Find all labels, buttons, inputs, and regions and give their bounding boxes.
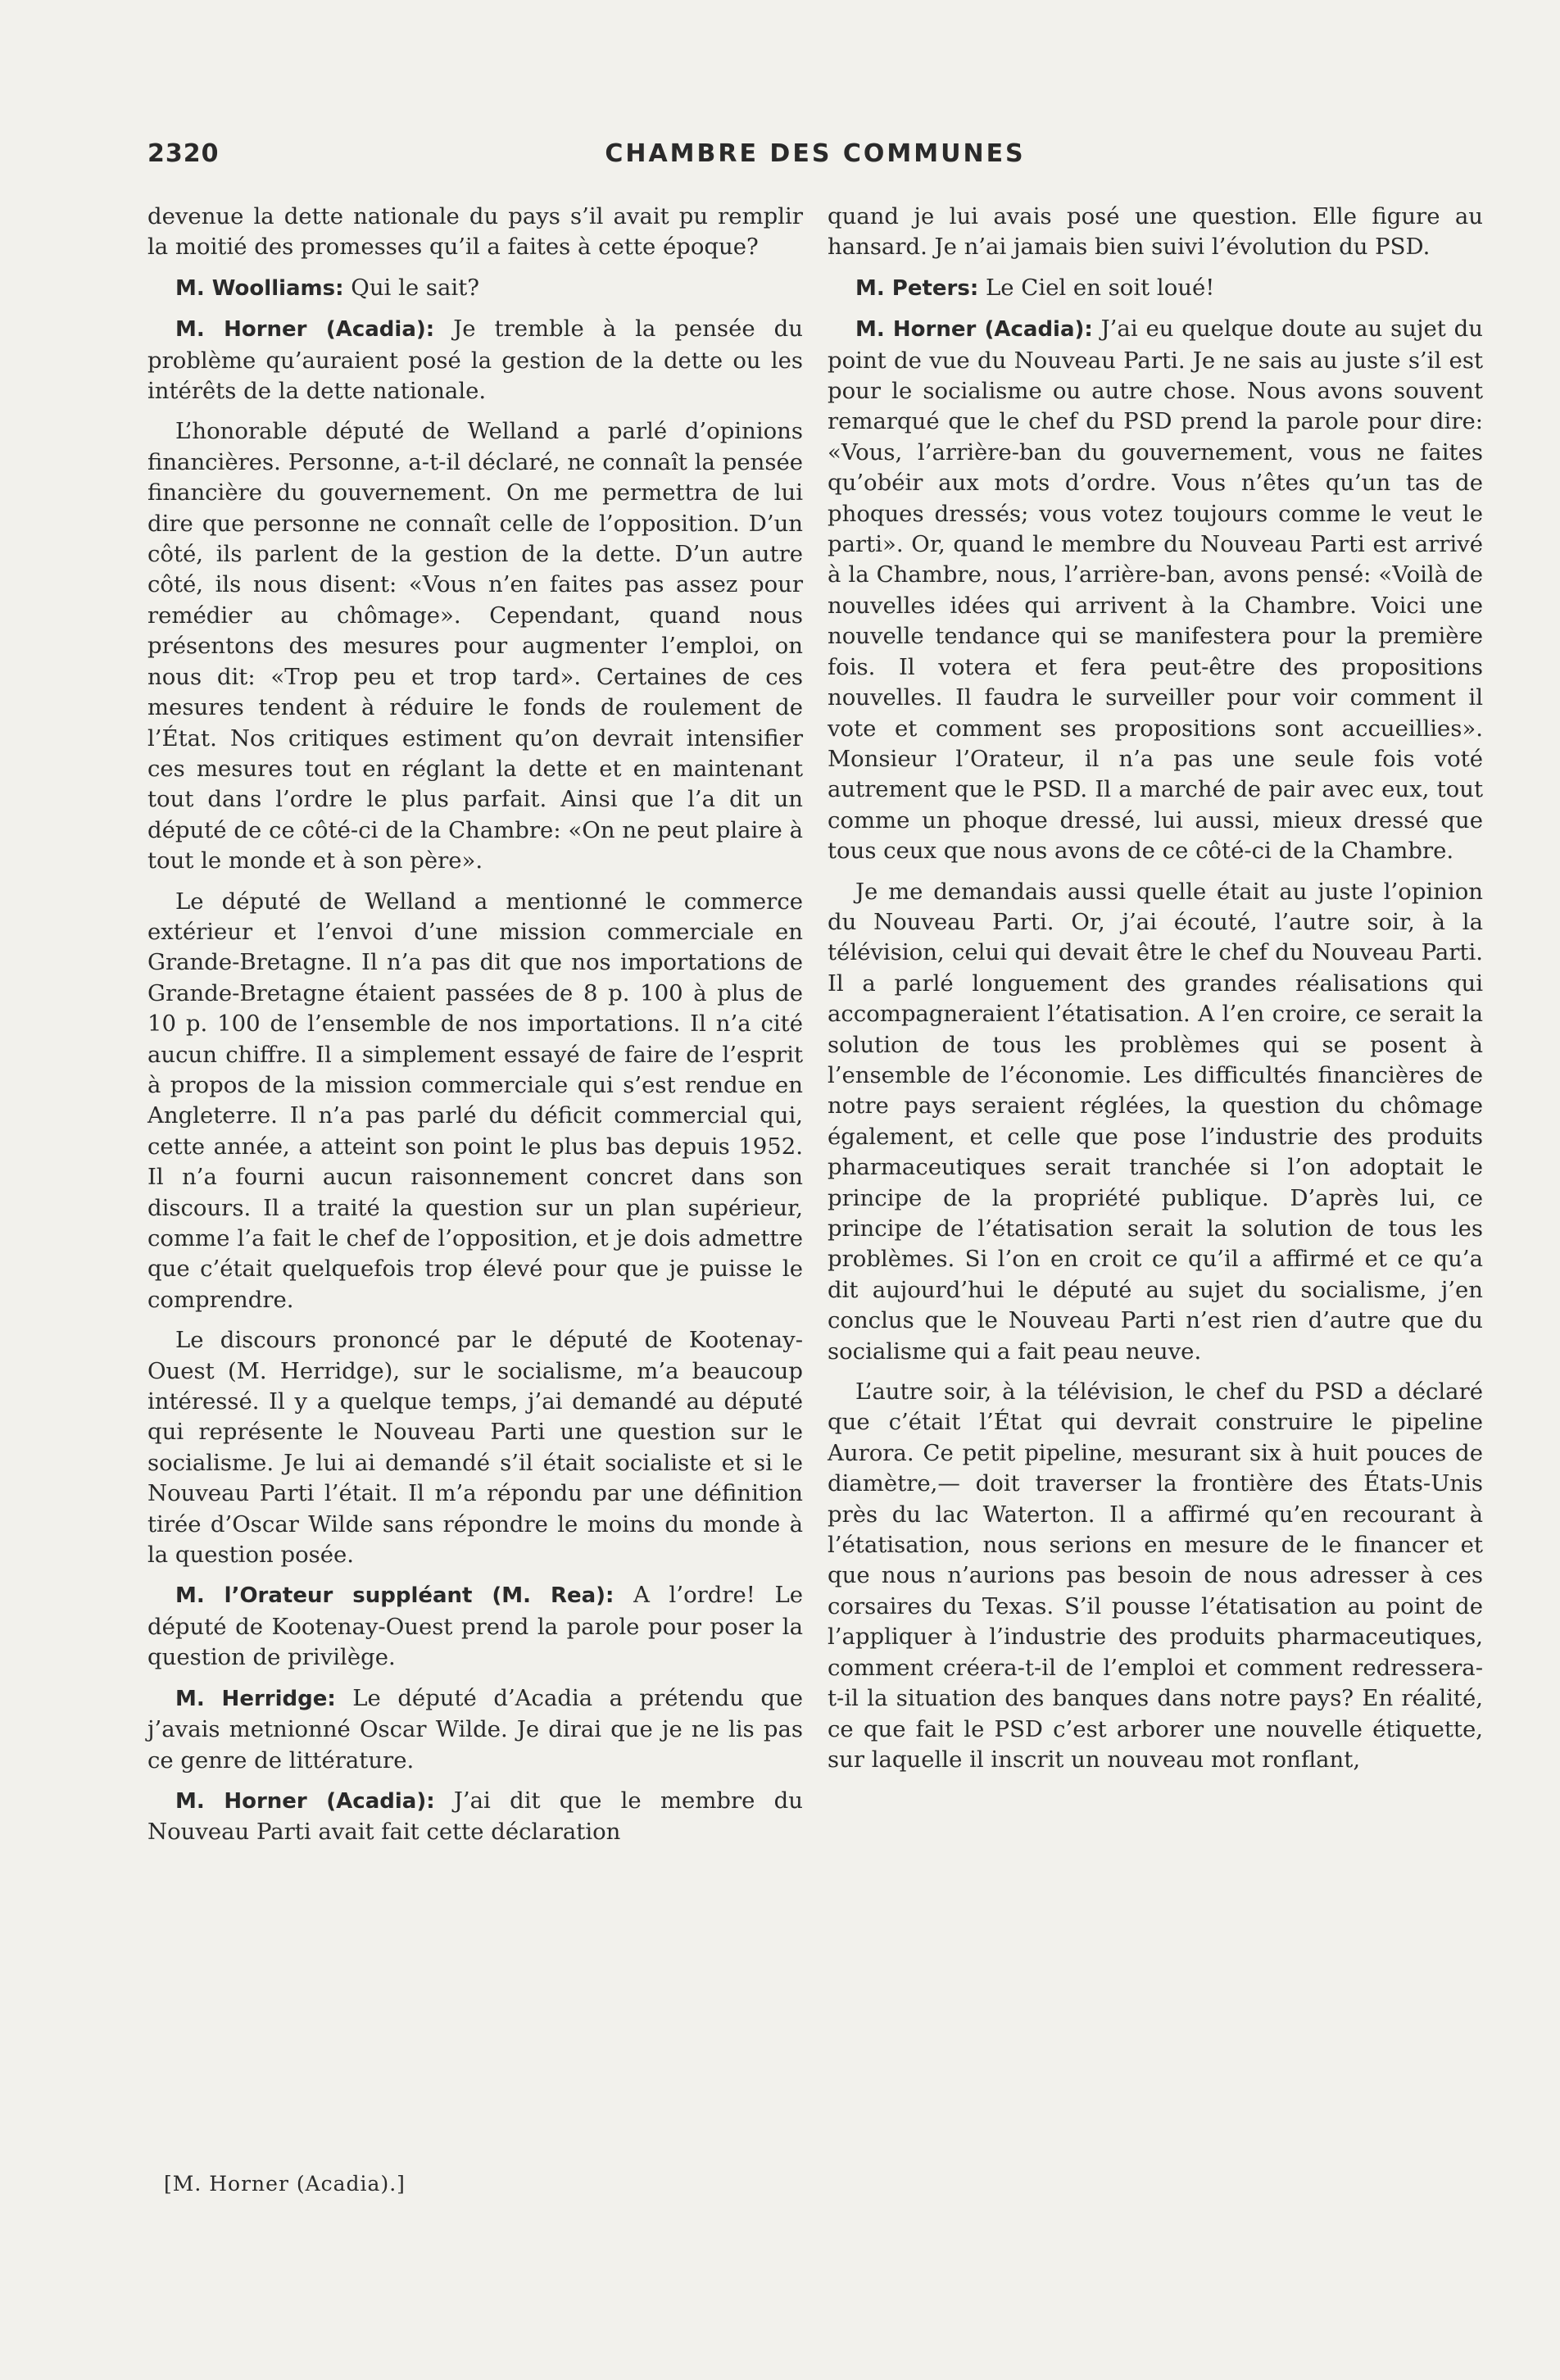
speaker-name: M. Herridge:	[175, 1686, 336, 1711]
paragraph-text: Je me demandais aussi quelle était au juste l’opinion du Nouveau Parti. Or, j’ai écouté, l’autre soir, à la télévision, celui qui devait être le chef du Nouveau Parti. Il a parlé longuement des grandes réalisations qui accompagneraient l’étatisation. A l’en croire, ce serait la solution de tous les problèmes qui se posent à l’ensemble de l’économie. Les difficultés financières de notre pays seraient réglées, la question du chômage également, et celle que pose l’industrie des produits pharmaceutiques serait tranchée si l’on adoptait le principe de la propriété publique. D’après lui, ce principe de l’étatisation serait la solution de tous les problèmes. Si l’on en croit ce qu’il a affirmé et ce qu’a dit aujourd’hui le député au sujet du socialisme, j’en conclus que le Nouveau Parti n’est rien d’autre que du socialisme qui a fait peau neuve.	[828, 878, 1483, 1365]
paragraph-text: Le discours prononcé par le député de Kootenay-Ouest (M. Herridge), sur le socialisme, m’a beaucoup intéressé. Il y a quelque temps, j’ai demandé au député qui représente le Nouveau Parti une question sur le socialisme. Je lui ai demandé s’il était socialiste et si le Nouveau Parti l’était. Il m’a répondu par une définition tirée d’Oscar Wilde sans répondre le moins du monde à la question posée.	[147, 1327, 803, 1569]
left-column	[147, 202, 803, 1858]
paragraph-text: L’autre soir, à la télévision, le chef du PSD a déclaré que c’était l’État qui devrait construire le pipeline Aurora. Ce petit pipeline, mesurant six à huit pouces de diamètre,— doit traverser la frontière des États-Unis près du lac Waterton. Il a affirmé qu’en recourant à l’étatisation, nous serions en mesure de le financer et que nous n’aurions pas besoin de nous adresser à ces corsaires du Texas. S’il pousse l’étatisation au point de l’appliquer à l’industrie des produits pharmaceutiques, comment créera-t-il de l’emploi et comment redressera-t-il la situation des banques dans notre pays? En réalité, ce que fait le PSD c’est arborer une nouvelle étiquette, sur laquelle il inscrit un nouveau mot ronflant,	[828, 1378, 1483, 1773]
paragraph-text: J’ai eu quelque doute au sujet du point de vue du Nouveau Parti. Je ne sais au juste s’il est pour le socialisme ou autre chose. Nous avons souvent remarqué que le chef du PSD prend la parole pour dire: «Vous, l’arrière-ban du gouvernement, vous ne faites qu’obéir aux mots d’ordre. Vous n’êtes qu’un tas de phoques dressés; vous votez toujours comme le veut le parti». Or, quand le membre du Nouveau Parti est arrivé à la Chambre, nous, l’arrière-ban, avons pensé: «Voilà de nouvelles idées qui arrivent à la Chambre. Voici une nouvelle tendance qui se manifestera pour la première fois. Il votera et fera peut-être des propositions nouvelles. Il faudra le surveiller pour voir comment il vote et comment ses propositions sont accueillies». Monsieur l’Orateur, il n’a pas une seule fois voté autrement que le PSD. Il a marché de pair avec eux, tout comme un phoque dressé, lui aussi, mieux dressé que tous ceux que nous avons de ce côté-ci de la Chambre.	[828, 316, 1483, 865]
speaker-name: M. Peters:	[855, 275, 979, 301]
paragraph-text: Qui le sait?	[351, 274, 479, 301]
paragraph-text: quand je lui avais posé une question. Elle figure au hansard. Je n’ai jamais bien suivi l’évolution du PSD.	[828, 203, 1483, 261]
paragraph	[828, 273, 1483, 304]
paragraph	[147, 273, 803, 304]
paragraph	[147, 202, 803, 263]
paragraph	[147, 1683, 803, 1776]
page-number: 2320	[147, 139, 220, 168]
paragraph	[828, 877, 1483, 1368]
paragraph	[147, 1580, 803, 1673]
speaker-name: M. Horner (Acadia):	[175, 317, 435, 343]
paragraph	[828, 1377, 1483, 1775]
paragraph	[147, 314, 803, 407]
paragraph	[147, 1786, 803, 1848]
speaker-name: M. Woolliams:	[175, 275, 344, 301]
paragraph	[828, 202, 1483, 263]
paragraph-text: Je tremble à la pensée du problème qu’auraient posé la gestion de la dette ou les intérêts de la dette nationale.	[147, 316, 803, 405]
right-column	[828, 202, 1483, 1785]
page-title: CHAMBRE DES COMMUNES	[605, 139, 1026, 168]
speaker-name: M. l’Orateur suppléant (M. Rea):	[175, 1583, 614, 1609]
paragraph	[147, 887, 803, 1316]
paragraph	[828, 314, 1483, 866]
paragraph-text: Le député d’Acadia a prétendu que j’avais metnionné Oscar Wilde. Je dirai que je ne lis pas ce genre de littérature.	[147, 1684, 803, 1774]
speaker-name: M. Horner (Acadia):	[175, 1788, 435, 1814]
paragraph-text: devenue la dette nationale du pays s’il avait pu remplir la moitié des promesses qu’il a faites à cette époque?	[147, 203, 803, 261]
paragraph-text: J’ai dit que le membre du Nouveau Parti avait fait cette déclaration	[147, 1787, 803, 1846]
paragraph-text: L’honorable député de Welland a parlé d’opinions financières. Personne, a-t-il déclaré, ne connaît la pensée financière du gouvernement. On me permettra de lui dire que personne ne connaît celle de l’opposition. D’un côté, ils parlent de la gestion de la dette. D’un autre côté, ils nous disent: «Vous n’en faites pas assez pour remédier au chômage». Cependant, quand nous présentons des mesures pour augmenter l’emploi, on nous dit: «Trop peu et trop tard». Certaines de ces mesures tendent à réduire le fonds de roulement de l’État. Nos critiques estiment qu’on devrait intensifier ces mesures tout en réglant la dette et en maintenant tout dans l’ordre le plus parfait. Ainsi que l’a dit un député de ce côté-ci de la Chambre: «On ne peut plaire à tout le monde et à son père».	[147, 418, 803, 874]
page-header	[147, 139, 1483, 175]
paragraph-text: Le député de Welland a mentionné le commerce extérieur et l’envoi d’une mission commerciale en Grande-Bretagne. Il n’a pas dit que nos importations de Grande-Bretagne étaient passées de 8 p. 100 à plus de 10 p. 100 de l’ensemble de nos importations. Il n’a cité aucun chiffre. Il a simplement essayé de faire de l’esprit à propos de la mission commerciale qui s’est rendue en Angleterre. Il n’a pas parlé du déficit commercial qui, cette année, a atteint son point le plus bas depuis 1952. Il n’a fourni aucun raisonnement concret dans son discours. Il a traité la question sur un plan supérieur, comme l’a fait le chef de l’opposition, et je dois admettre que c’était quelquefois trop élevé pour que je puisse le comprendre.	[147, 888, 803, 1313]
paragraph	[147, 416, 803, 876]
paragraph	[147, 1325, 803, 1570]
paragraph-text: Le Ciel en soit loué!	[986, 274, 1215, 301]
speaker-name: M. Horner (Acadia):	[855, 317, 1093, 343]
footer-note: [M. Horner (Acadia).]	[164, 2172, 406, 2196]
paragraph-text: A l’ordre! Le député de Kootenay-Ouest prend la parole pour poser la question de privilège.	[147, 1582, 803, 1671]
